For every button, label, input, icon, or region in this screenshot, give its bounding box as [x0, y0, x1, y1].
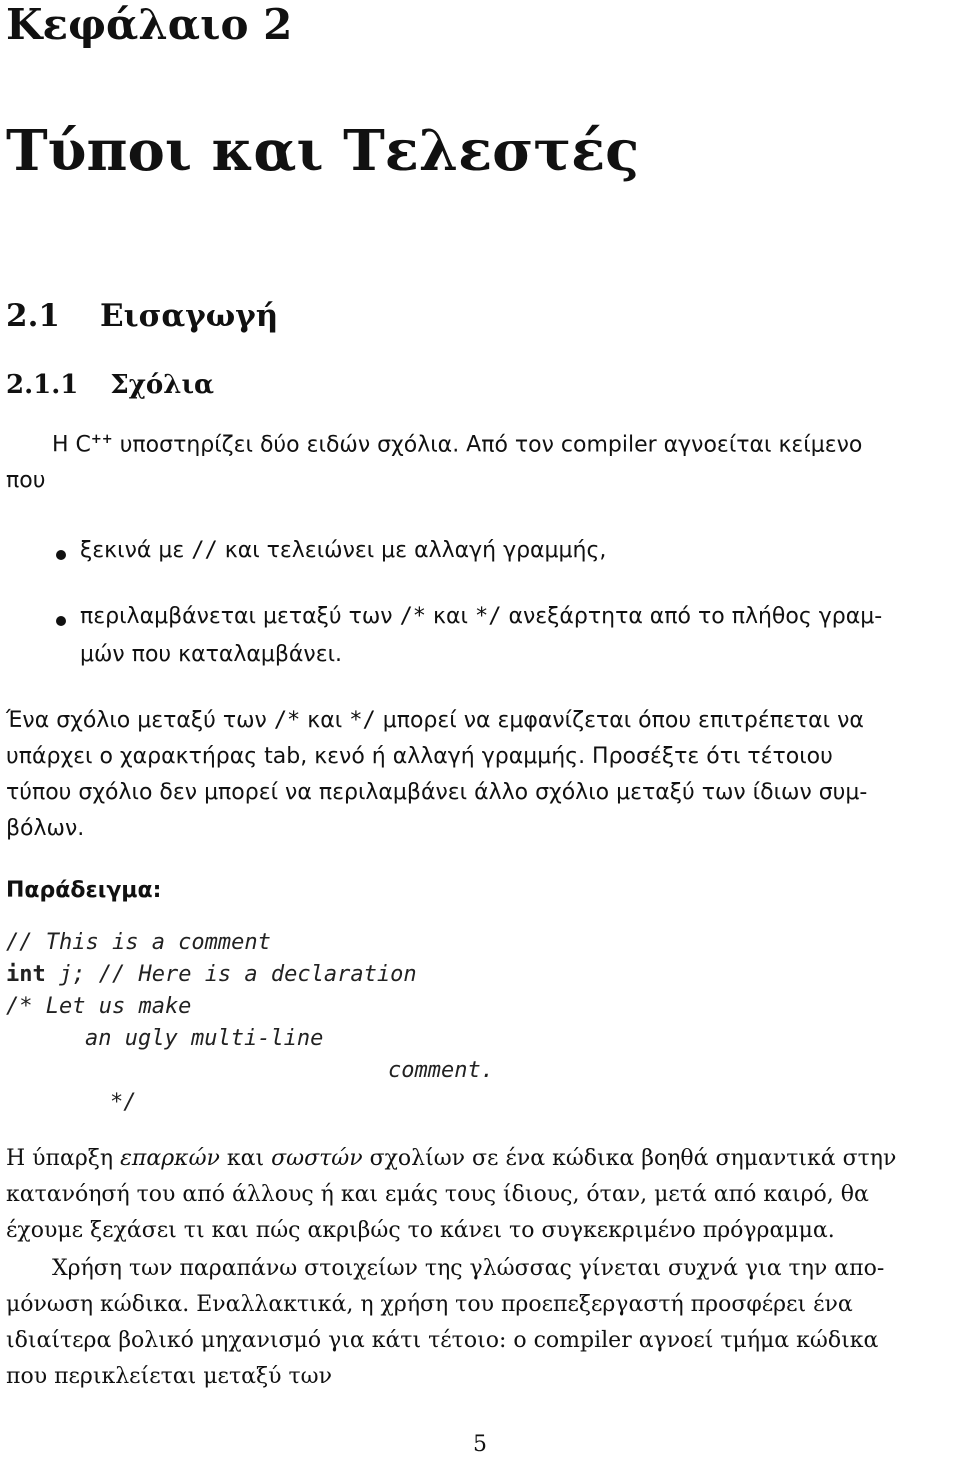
page-number: 5 [473, 1432, 487, 1457]
subsection-number: 2.1.1 [6, 370, 79, 400]
para1-line-4: βόλων. [6, 816, 85, 841]
code-line-5: comment. [388, 1058, 494, 1083]
para1-line-1: Ένα σχόλιο μεταξύ των /* και */ μπορεί να εμφανίζεται όπου επιτρέπεται να [6, 708, 864, 733]
code-line-1: // This is a comment [6, 930, 271, 955]
para3-line-3: ιδιαίτερα βολικό μηχανισμό για κάτι τέτοιο: ο compiler αγνοεί τμήμα κώδικα [6, 1328, 879, 1353]
code-line-4: an ugly multi-line [85, 1026, 324, 1051]
bullet-item-2: περιλαμβάνεται μεταξύ των /* και */ ανεξάρτητα από το πλήθος γραμ- [80, 604, 883, 629]
section-title: Εισαγωγή [99, 298, 279, 334]
bullet-icon [56, 616, 66, 626]
bullet-icon [56, 550, 66, 560]
code-line-3: /* Let us make [6, 994, 192, 1019]
example-label: Παράδειγμα: [6, 878, 162, 903]
chapter-label: Κεφάλαιο 2 [6, 0, 293, 49]
para3-line-2: μόνωση κώδικα. Εναλλακτικά, η χρήση του προεπεξεργαστή προσφέρει ένα [6, 1292, 853, 1317]
para1-line-2: υπάρχει ο χαρακτήρας tab, κενό ή αλλαγή γραμμής. Προσέξτε ότι τέτοιου [6, 744, 833, 769]
section-number: 2.1 [6, 298, 60, 334]
intro-line-2: που [6, 468, 46, 493]
subsection-heading [6, 370, 214, 400]
bullet-item-1: ξεκινά με // και τελειώνει με αλλαγή γραμμής, [80, 538, 607, 563]
bullet-item-2-cont: μών που καταλαμβάνει. [80, 642, 343, 667]
code-line-6: */ [110, 1090, 137, 1115]
para2-line-3: έχουμε ξεχάσει τι και πώς ακριβώς το κάνει το συγκεκριμένο πρόγραμμα. [6, 1218, 835, 1243]
para3-line-4: που περικλείεται μεταξύ των [6, 1364, 332, 1389]
para2-line-1: Η ύπαρξη επαρκών και σωστών σχολίων σε ένα κώδικα βοηθά σημαντικά στην [6, 1146, 897, 1171]
intro-line-1: Η C++ υποστηρίζει δύο ειδών σχόλια. Από τον compiler αγνοείται κείμενο [52, 432, 863, 458]
para3-line-1: Χρήση των παραπάνω στοιχείων της γλώσσας γίνεται συχνά για την απο- [52, 1256, 885, 1281]
para2-line-2: κατανόησή του από άλλους ή και εμάς τους ίδιους, όταν, μετά από καιρό, θα [6, 1182, 869, 1207]
code-line-2: int j; // Here is a declaration [6, 962, 417, 987]
para1-line-3: τύπου σχόλιο δεν μπορεί να περιλαμβάνει άλλο σχόλιο μεταξύ των ίδιων συμ- [6, 780, 868, 805]
chapter-title: Τύποι και Τελεστές [6, 118, 640, 184]
subsection-title: Σχόλια [110, 370, 215, 400]
section-heading [6, 298, 278, 334]
